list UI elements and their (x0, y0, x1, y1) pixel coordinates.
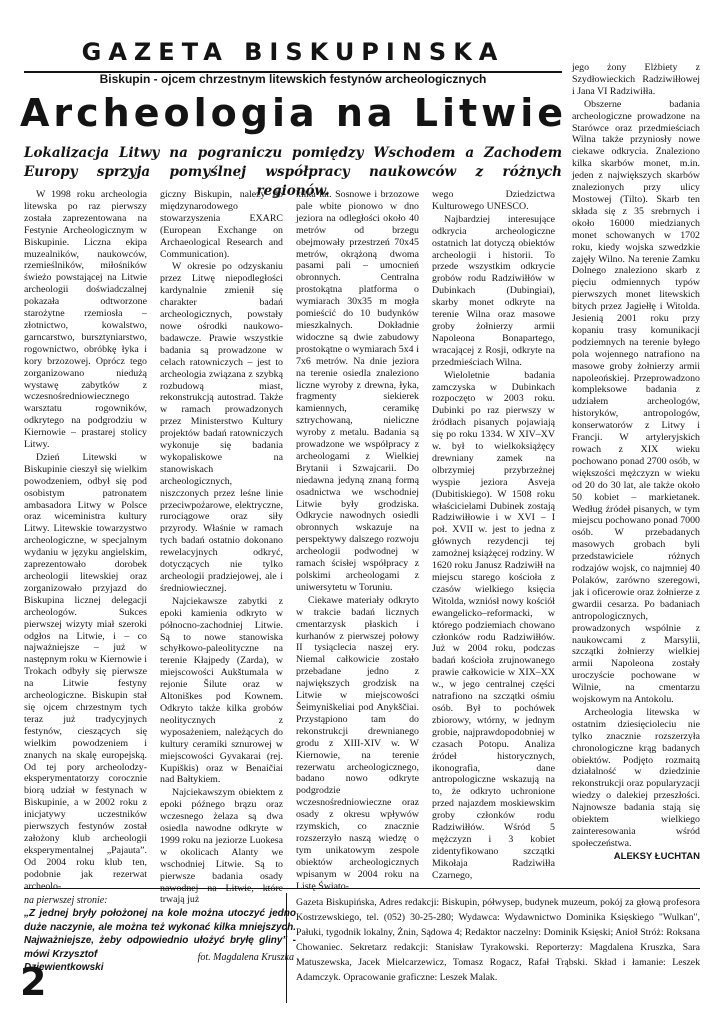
paragraph: kilka lat. Sosnowe i brzozowe pale wbite pionowo w dno jeziora na odległości około 40 metrów od brzegu obejmowały przestrzeń 70x45 metrów, okrążoną dwoma pasami pali – umocnień obronnych. Centralna prostokątna platforma o wymiarach 30x35 m mogła pomieścić do 10 budynków mieszkalnych. Dokładnie widoczne są dwie zabudowy prostokątne o wymiarach 5x4 i 7x6 metrów. Na dnie jeziora na terenie osiedla znaleziono liczne wyroby z drewna, łyka, fragmenty siekierek kamiennych, ceramikę sztrychowaną, nieliczne wyroby z metalu. Badania są prowadzone we współpracy z archeologami z Wielkiej Brytanii i Szwajcarii. Do niedawna jedyną znaną formą osadnictwa we wschodniej Litwie były grodziska. Odkrycie nawodnych osiedli obronnych wskazuje na perspektywy dalszego rozwoju archeologii podwodnej w ramach ścisłej współpracy z polskimi archeologami z uniwersytetu w Toruniu. (296, 189, 419, 593)
paragraph: Obszerne badania archeologiczne prowadzone na Starówce oraz przedmieściach Wilna także przyniosły nowe ciekawe odkrycia. Znaleziono kilka skarbów monet, m.in. jeden z największych skarbów znalezionych przy ulicy Mostowej (Tilto). Skarb ten składa się z 35 srebrnych i około 16000 miedzianych monet schowanych w 1702 roku, kiedy wojska szwedzkie zajęły Wilno. Na terenie Zamku Dolnego znaleziono skarb z pięciu odmiennych typów pierwszych monet litewskich bitych przez Jagiełłę i Witolda. Jesienią 2001 roku przy kopaniu trasy komunikacji podziemnych na terenie byłego pola wojennego natrafiono na masowe groby żołnierzy armii napoleońskiej. Przeprowadzono kompleksowe badania z udziałem archeologów, historyków, antropologów, konserwatorów z Litwy i Francji. W artyleryjskich rowach z XIX wieku pochowano ponad 2700 osób, w większości mężczyzn w wieku od 20 do 30 lat, ale także około 50 kobiet – markietanek. Według źródeł pisanych, w tym miejscu pochowano ponad 7000 osób. W przebadanych masowych grobach byli przedstawiciele różnych rodzajów wojsk, co najmniej 40 Polaków, zarówno szeregowi, jak i oficerowie oraz żołnierze z gwardii cesarza. Po badaniach antropologicznych, prowadzonych wspólnie z naukowcami z Marsylii, szczątki żołnierzy wielkiej armii Napoleona zostały uroczyście pochowane w Wilnie, na cmentarzu wojskowym na Antokolu. (572, 98, 700, 706)
article-headline: Archeologia na Litwie (20, 91, 568, 135)
article-column-1 (24, 189, 147, 892)
caption-author: Dziewientkowski (24, 962, 104, 973)
article-subtitle: Biskupin - ojcem chrzestnym litewskich festynów archeologicznych (99, 72, 487, 86)
paragraph: Dzień Litewski w Biskupinie cieszył się wielkim powodzeniem, odbył się pod osobistym patronatem ambasadora Litwy w Polsce oraz wiceministra kultury Litwy. Litewskie towarzystwo archeologiczne, w specjalnym wydaniu w języku angielskim, zaprezentowało dorobek archeologii litewskiej oraz zorganizowało przyjazd do Biskupina licznej delegacji archeologów. Sukces pierwszej wizyty miał szeroki odgłos na Litwie, i – co najważniejsze – już w następnym roku w Kiernowie i Trokach odbyły się pierwsze na Litwie festyny archeologiczne. Biskupin stał się ojcem chrzestnym tych teraz już tradycyjnych festynów, cieszących się wielkim powodzeniem i znanych na skalę europejską. Od tej pory archeolodzy-eksperymentatorzy corocznie biorą udział w festynach w Biskupinie, a w 2002 roku z inicjatywy uczestników pierwszych festynów został założony klub archeologii eksperymentalnej „Pajauta”. Od 2004 roku klub ten, podobnie jak rezerwat archeolo- (24, 451, 147, 892)
footer-divider (286, 893, 287, 1003)
masthead: GAZETA BISKUPINSKA (81, 38, 505, 66)
photo-credit: fot. Magdalena Kruszka (197, 952, 294, 963)
paragraph: jego żony Elżbiety z Szydłowieckich Radziwiłłowej i Jana VI Radziwiłła. (572, 62, 700, 97)
caption-quote: „Z jednej bryły położonej na kole można utoczyć jedno duże naczynie, ale można też wykonać kilka mniejszych. Najważniejsze, żeby odpowiednio ułożyć bryłę gliny” - mówi Krzysztof (24, 908, 296, 960)
paragraph: giczny Biskupin, należy do międzynarodowego stowarzyszenia EXARC (European Exchange on Archaeological Research and Communication). (160, 189, 283, 260)
article-column-4 (432, 189, 555, 881)
paragraph: Najciekawszym obiektem z epoki późnego brązu oraz wczesnego żelaza są dwa osiedla nawodne odkryte w 1999 roku na jeziorze Luokesa w okolicach Alanty we wschodniej Litwie. Są to pierwsze badania osady nawodnej na Litwie, które trwają już (160, 787, 283, 906)
article-column-5 (572, 62, 700, 882)
caption-label: na pierwszej stronie: (24, 895, 108, 906)
paragraph: Najciekawsze zabytki z epoki kamienia odkryto w północno-zachodniej Litwie. Są to nowe stanowiska schyłkowo-paleolityczne na terenie Kłajpedy (Zarda), w miejscowości Aukštumala w rejonie Šilute oraz w Altoniškes pod Kownem. Odkryto także kilka grobów neolitycznych z wyposażeniem, należących do kultury ceramiki sznurowej w miejscowości Gyvakarai (rej. Kupiškis) oraz w Benaičiai nad Bałtykiem. (160, 595, 283, 786)
article-column-3 (296, 189, 419, 892)
imprint: Gazeta Biskupińska, Adres redakcji: Biskupin, półwysep, budynek muzeum, pokój za głową profesora Kostrzewskiego, tel. (052) 30-25-280; Wydawca: Wydawnictwo Dominika Księskiego "Wulkan", Pałuki, tygodnik lokalny, Żnin, Sądowa 4; Redaktor naczelny: Dominik Księski; Anioł Stróż: Roksana Chowaniec. Sekretarz redakcji: Stanisław Tyrakowski. Reporterzy: Magdalena Kruszka, Sara Matuszewska, Jacek Mielcarzewicz, Tomasz Rogacz, Rafał Trąbski. Skład i łamanie: Leszek Adamczyk. Opracowanie graficzne: Leszek Malak. (296, 897, 700, 983)
footer-rule (24, 888, 700, 889)
paragraph: wego Dziedzictwa Kulturowego UNESCO. (432, 189, 555, 212)
cover-photo-caption (24, 895, 296, 977)
article-lead: Lokalizacja Litwy na pograniczu pomiędzy Wschodem a Zachodem Europy sprzyja pomyślnej współpracy naukowców z różnych regionów. (24, 145, 562, 199)
page-number: 2 (20, 960, 47, 1004)
paragraph: Archeologia litewska w ostatnim dziesięcioleciu nie tylko znacznie rozszerzyła chronologiczne krąg badanych obiektów. Podjęto rozmaitą działalność w dziedzinie rekonstrukcji oraz popularyzacji wiedzy o dalekiej przeszłości. Najnowsze badania stają się obiektem wielkiego zainteresowania wśród społeczeństwa. (572, 706, 700, 849)
article-column-2 (160, 189, 283, 906)
paragraph: W okresie po odzyskaniu przez Litwę niepodległości kardynalnie zmienił się charakter badań archeologicznych, powstały nowe ośrodki naukowo-badawcze. Prawie wszystkie badania są prowadzone w celach ratowniczych – jest to archeologia związana z szybką rozbudową miast, rekonstrukcją autostrad. Także w ramach prowadzonych przez Ministerstwo Kultury projektów badań ratowniczych wykonuje się badania wykopaliskowe na stanowiskach archeologicznych, niszczonych przez leśne linie przeciwpożarowe, elektryczne, rurociągowe oraz siły przyrody. Właśnie w ramach tych badań ostatnio dokonano rewelacyjnych odkryć, dotyczących nie tylko archeologii pradziejowej, ale i średniowiecznej. (160, 261, 283, 594)
paragraph: Wieloletnie badania zamczyska w Dubinkach rozpoczęto w 2003 roku. Dubinki po raz pierwszy w źródłach pisanych pojawiają się po roku 1334. W XIV–XV w. był to wielkoksiążęcy drewniany zamek na olbrzymiej przybrzeżnej wyspie jeziora Asveja (Dubitiskiego). W 1508 roku właścicielami Dubinek zostają Radziwiłłowie i w XVI – I poł. XVII w. jest to jedna z głównych rezydencji tej zamożnej książęcej rodziny. W 1620 roku Janusz Radziwiłł na miejscu starego kościoła z czasów wielkiego księcia Witolda, wzniósł nowy kościół ewangelicko–reformacki, w którego podziemiach chowano członków rodu Radziwiłłów. Już w 2004 roku, podczas badań kościoła zrujnowanego prawie całkowicie w XIX–XX w., w jego centralnej części natrafiono na szczątki ośmiu osób. Był to pochówek zbiorowy, wtórny, w jednym grobie, najprawdopodobniej w czasach Potopu. Analiza źródeł historycznych, ikonografia, dane antropologiczne wskazują na to, że odkryto uchronione przed najazdem moskiewskim groby członków rodu Radziwiłłów. Wśród 5 mężczyzn i 3 kobiet zidentyfikowano szczątki Mikołaja Radziwiłła Czarnego, (432, 369, 555, 881)
paragraph: Ciekawe materiały odkryto w trakcie badań licznych cmentarzysk płaskich i kurhanów z pierwszej połowy II tysiąclecia naszej ery. Niemal całkowicie zostało przebadane jedno z największych grodzisk na Litwie w miejscowości Šeimyniškeliai pod Anykščiai. Przystąpiono tam do rekonstrukcji drewnianego grodu z XIII-XIV w. W Kiernowie, na terenie rezerwatu archeologicznego, badano nowo odkryte podgrodzie wczesnośredniowieczne oraz osady z okresu wpływów rzymskich, co znacznie rozszerzyło naszą wiedzę o tym unikatowym zespole obiektów archeologicznych wpisanym w 2004 roku na Listę Świato- (296, 594, 419, 892)
paragraph: W 1998 roku archeologia litewska po raz pierwszy została zaprezentowana na Festynie Archeologicznym w Biskupinie. Liczna ekipa muzealników, naukowców, rzemieślników, miłośników świeżo powstającej na Litwie archeologii doświadczalnej pokazała odtworzone starożytne rzemiosła – złotnictwo, kowalstwo, garncarstwo, bursztyniarstwo, rogownictwo, obróbkę łyka i kory brzozowej. Oprócz tego zorganizowano niedużą wystawę zabytków z wczesnośredniowiecznego warsztatu rogowników, odkrytego na podgrodziu w Kiernowie – prastarej stolicy Litwy. (24, 189, 147, 451)
paragraph: Najbardziej interesujące odkrycia archeologiczne ostatnich lat dotyczą obiektów archeologii i historii. To przede wszystkim odkrycie grobów rodu Radziwiłłów w Dubinkach (Dubingiai), skarby monet odkryte na terenie Wilna oraz masowe groby żołnierzy armii Napoleona Bonapartego, wracającej z Rosji, odkryte na przedmieściach Wilna. (432, 213, 555, 368)
article-author: ALEKSY ŁUCHTAN (613, 850, 700, 862)
